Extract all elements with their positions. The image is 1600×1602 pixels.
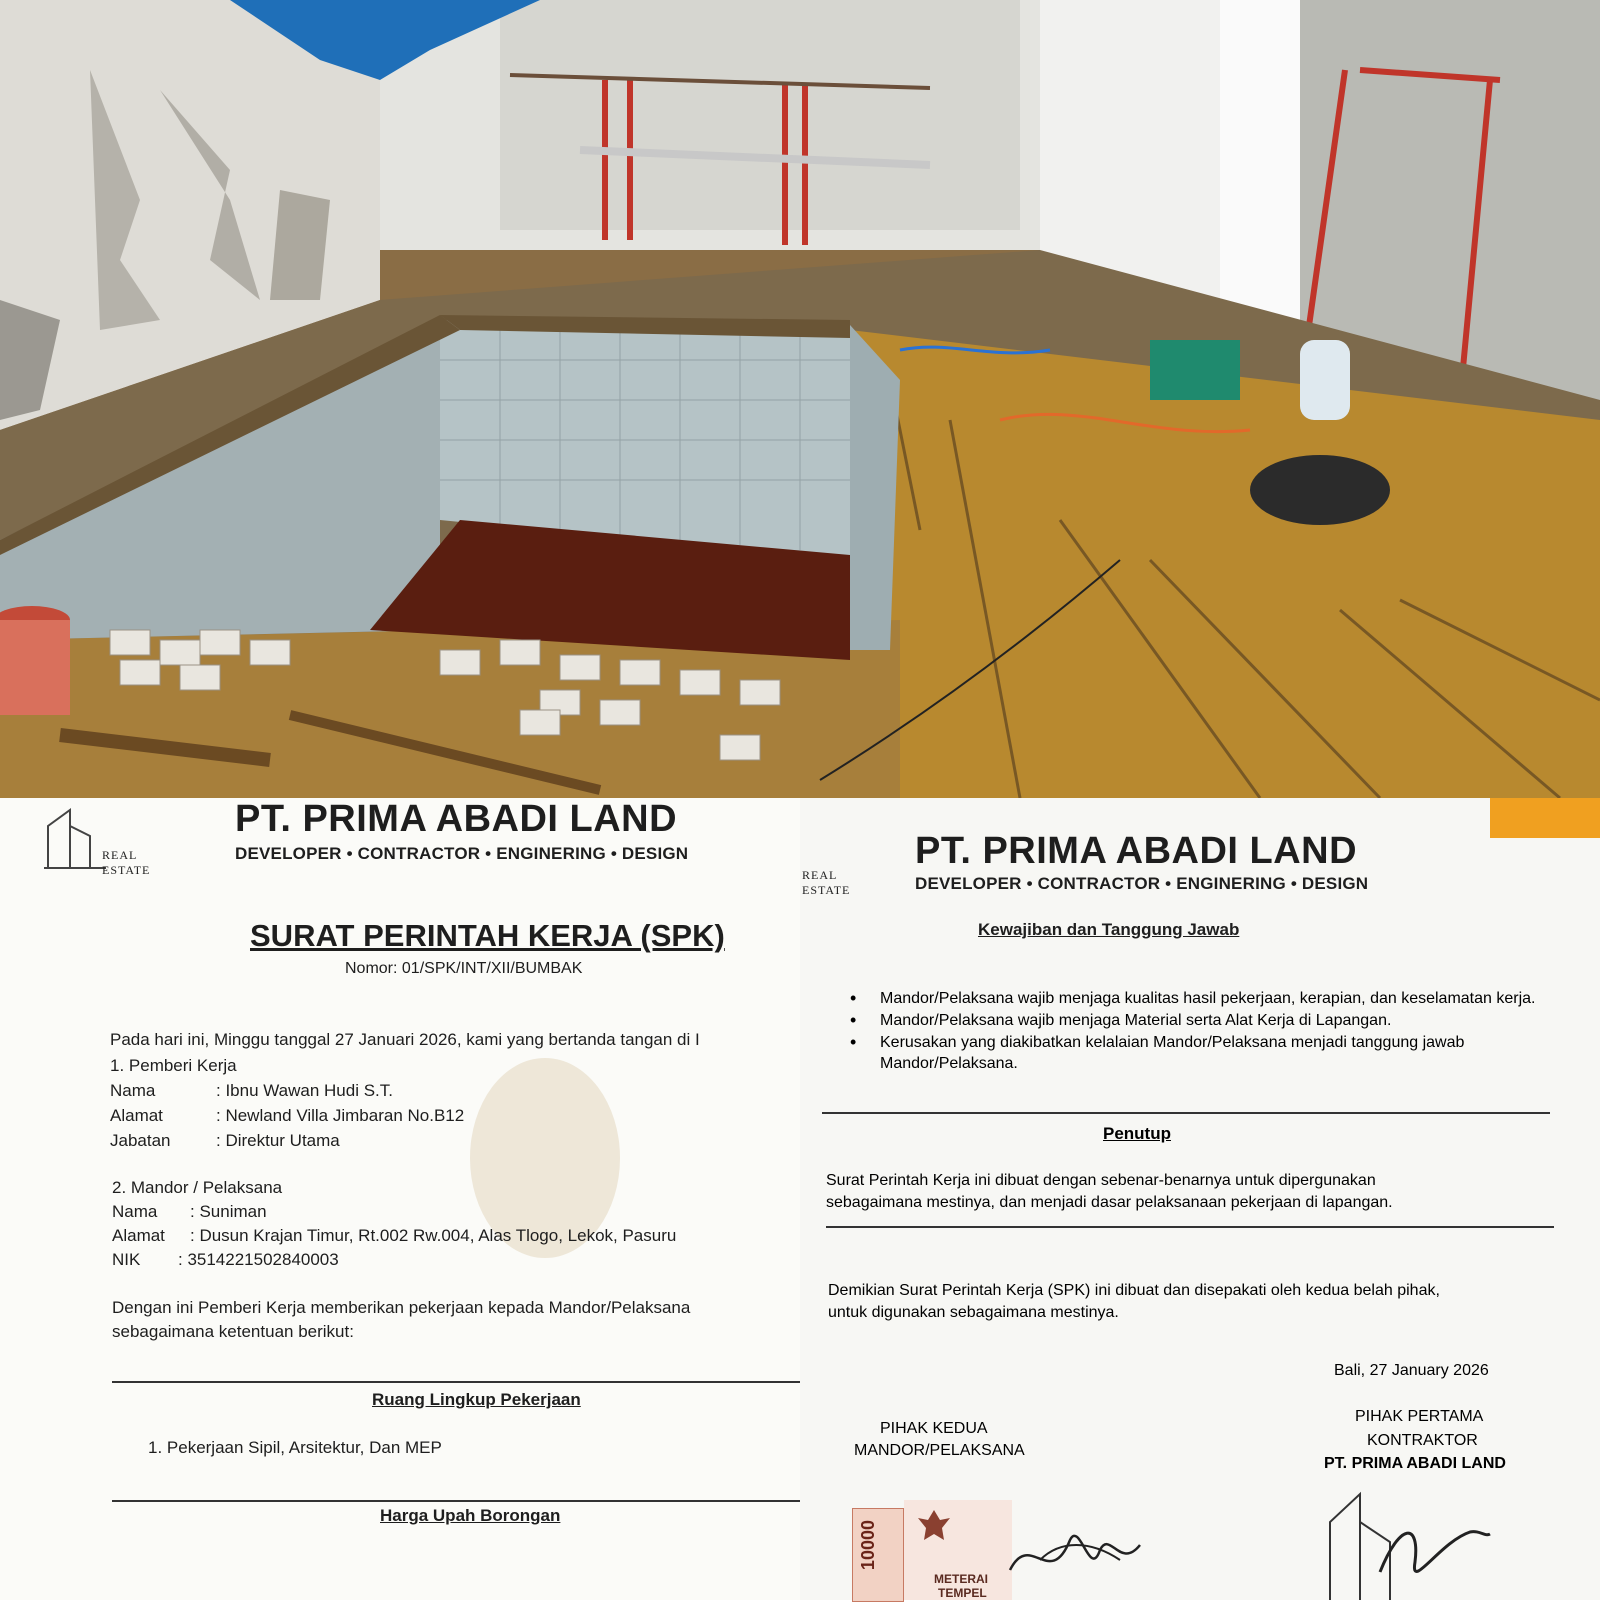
party2-role: MANDOR/PELAKSANA: [854, 1442, 1025, 1459]
meterai-stamp: [852, 1500, 1012, 1600]
agreement-line-2: untuk digunakan sebagaimana mestinya.: [828, 1304, 1119, 1321]
divider: [112, 1500, 800, 1502]
divider: [112, 1381, 800, 1383]
party1-title: PIHAK PERTAMA: [1355, 1408, 1484, 1425]
party2-title: PIHAK KEDUA: [880, 1420, 988, 1437]
orange-tab: [1490, 798, 1600, 838]
pemberi-jabatan: Jabatan : Direktur Utama: [110, 1131, 340, 1150]
party1-role: KONTRAKTOR: [1367, 1432, 1478, 1449]
party2-signature: [1000, 1500, 1160, 1600]
divider: [822, 1112, 1550, 1114]
scope-heading: Ruang Lingkup Pekerjaan: [372, 1390, 581, 1409]
divider: [826, 1226, 1554, 1228]
mandor-nama: Nama : Suniman: [112, 1202, 267, 1221]
pemberi-alamat: Alamat : Newland Villa Jimbaran No.B12: [110, 1106, 465, 1125]
duties-heading: Kewajiban dan Tanggung Jawab: [978, 920, 1240, 939]
pemberi-heading: 1. Pemberi Kerja: [110, 1056, 237, 1075]
statement-line-2: sebagaimana ketentuan berikut:: [112, 1322, 354, 1341]
document-title: SURAT PERINTAH KERJA (SPK): [250, 918, 725, 953]
closing-line-2: sebagaimana mestinya, dan menjadi dasar pelaksanaan pekerjaan di lapangan.: [826, 1194, 1393, 1211]
construction-site-photo: [0, 0, 1600, 798]
pemberi-nama: Nama : Ibnu Wawan Hudi S.T.: [110, 1081, 394, 1100]
wage-heading: Harga Upah Borongan: [380, 1506, 561, 1525]
list-item: • Kerusakan yang diakibatkan kelalaian Mandor/Pelaksana menjadi tanggung jawab Mandor/Pelaksana.: [848, 1032, 1548, 1074]
stamp-text-2: TEMPEL: [938, 1586, 987, 1600]
spk-page-1: [0, 798, 800, 1600]
document-number: Nomor: 01/SPK/INT/XII/BUMBAK: [345, 960, 583, 977]
building-logo-icon: [40, 806, 110, 876]
intro-text: Pada hari ini, Minggu tanggal 27 Januari 2026, kami yang bertanda tangan di I: [110, 1030, 700, 1049]
closing-heading: Penutup: [1103, 1124, 1171, 1143]
mandor-nik: NIK : 3514221502840003: [112, 1250, 339, 1269]
company-name: PT. PRIMA ABADI LAND: [915, 830, 1358, 872]
scope-item: 1. Pekerjaan Sipil, Arsitektur, Dan MEP: [148, 1438, 442, 1457]
mandor-heading: 2. Mandor / Pelaksana: [112, 1178, 283, 1197]
place-date: Bali, 27 January 2026: [1334, 1362, 1489, 1379]
pool-renovation-illustration: [0, 0, 1600, 798]
duties-list: [848, 988, 1548, 1075]
mandor-alamat: Alamat : Dusun Krajan Timur, Rt.002 Rw.004, Alas Tlogo, Lekok, Pasuru: [112, 1226, 677, 1245]
list-item: • Mandor/Pelaksana wajib menjaga Material serta Alat Kerja di Lapangan.: [848, 1010, 1548, 1031]
party1-company: PT. PRIMA ABADI LAND: [1324, 1455, 1506, 1472]
stamp-text-1: METERAI: [934, 1572, 988, 1586]
party1-signature-and-logo: [1320, 1482, 1500, 1600]
company-name: PT. PRIMA ABADI LAND: [235, 798, 678, 840]
agreement-line-1: Demikian Surat Perintah Kerja (SPK) ini dibuat dan disepakati oleh kedua belah pihak,: [828, 1282, 1440, 1299]
statement-line-1: Dengan ini Pemberi Kerja memberikan pekerjaan kepada Mandor/Pelaksana: [112, 1298, 691, 1317]
building-logo-icon: [1330, 1494, 1390, 1600]
logo-text: REAL ESTATE: [802, 868, 851, 897]
garuda-emblem-icon: [914, 1506, 954, 1546]
logo-text: REAL ESTATE: [102, 848, 151, 877]
closing-line-1: Surat Perintah Kerja ini dibuat dengan sebenar-benarnya untuk dipergunakan: [826, 1172, 1376, 1189]
list-item: • Mandor/Pelaksana wajib menjaga kualitas hasil pekerjaan, kerapian, dan keselamatan kerja.: [848, 988, 1548, 1009]
company-tagline: DEVELOPER • CONTRACTOR • ENGINERING • DESIGN: [235, 844, 689, 863]
stamp-value: 10000: [858, 1520, 878, 1571]
company-tagline: DEVELOPER • CONTRACTOR • ENGINERING • DESIGN: [915, 874, 1369, 893]
